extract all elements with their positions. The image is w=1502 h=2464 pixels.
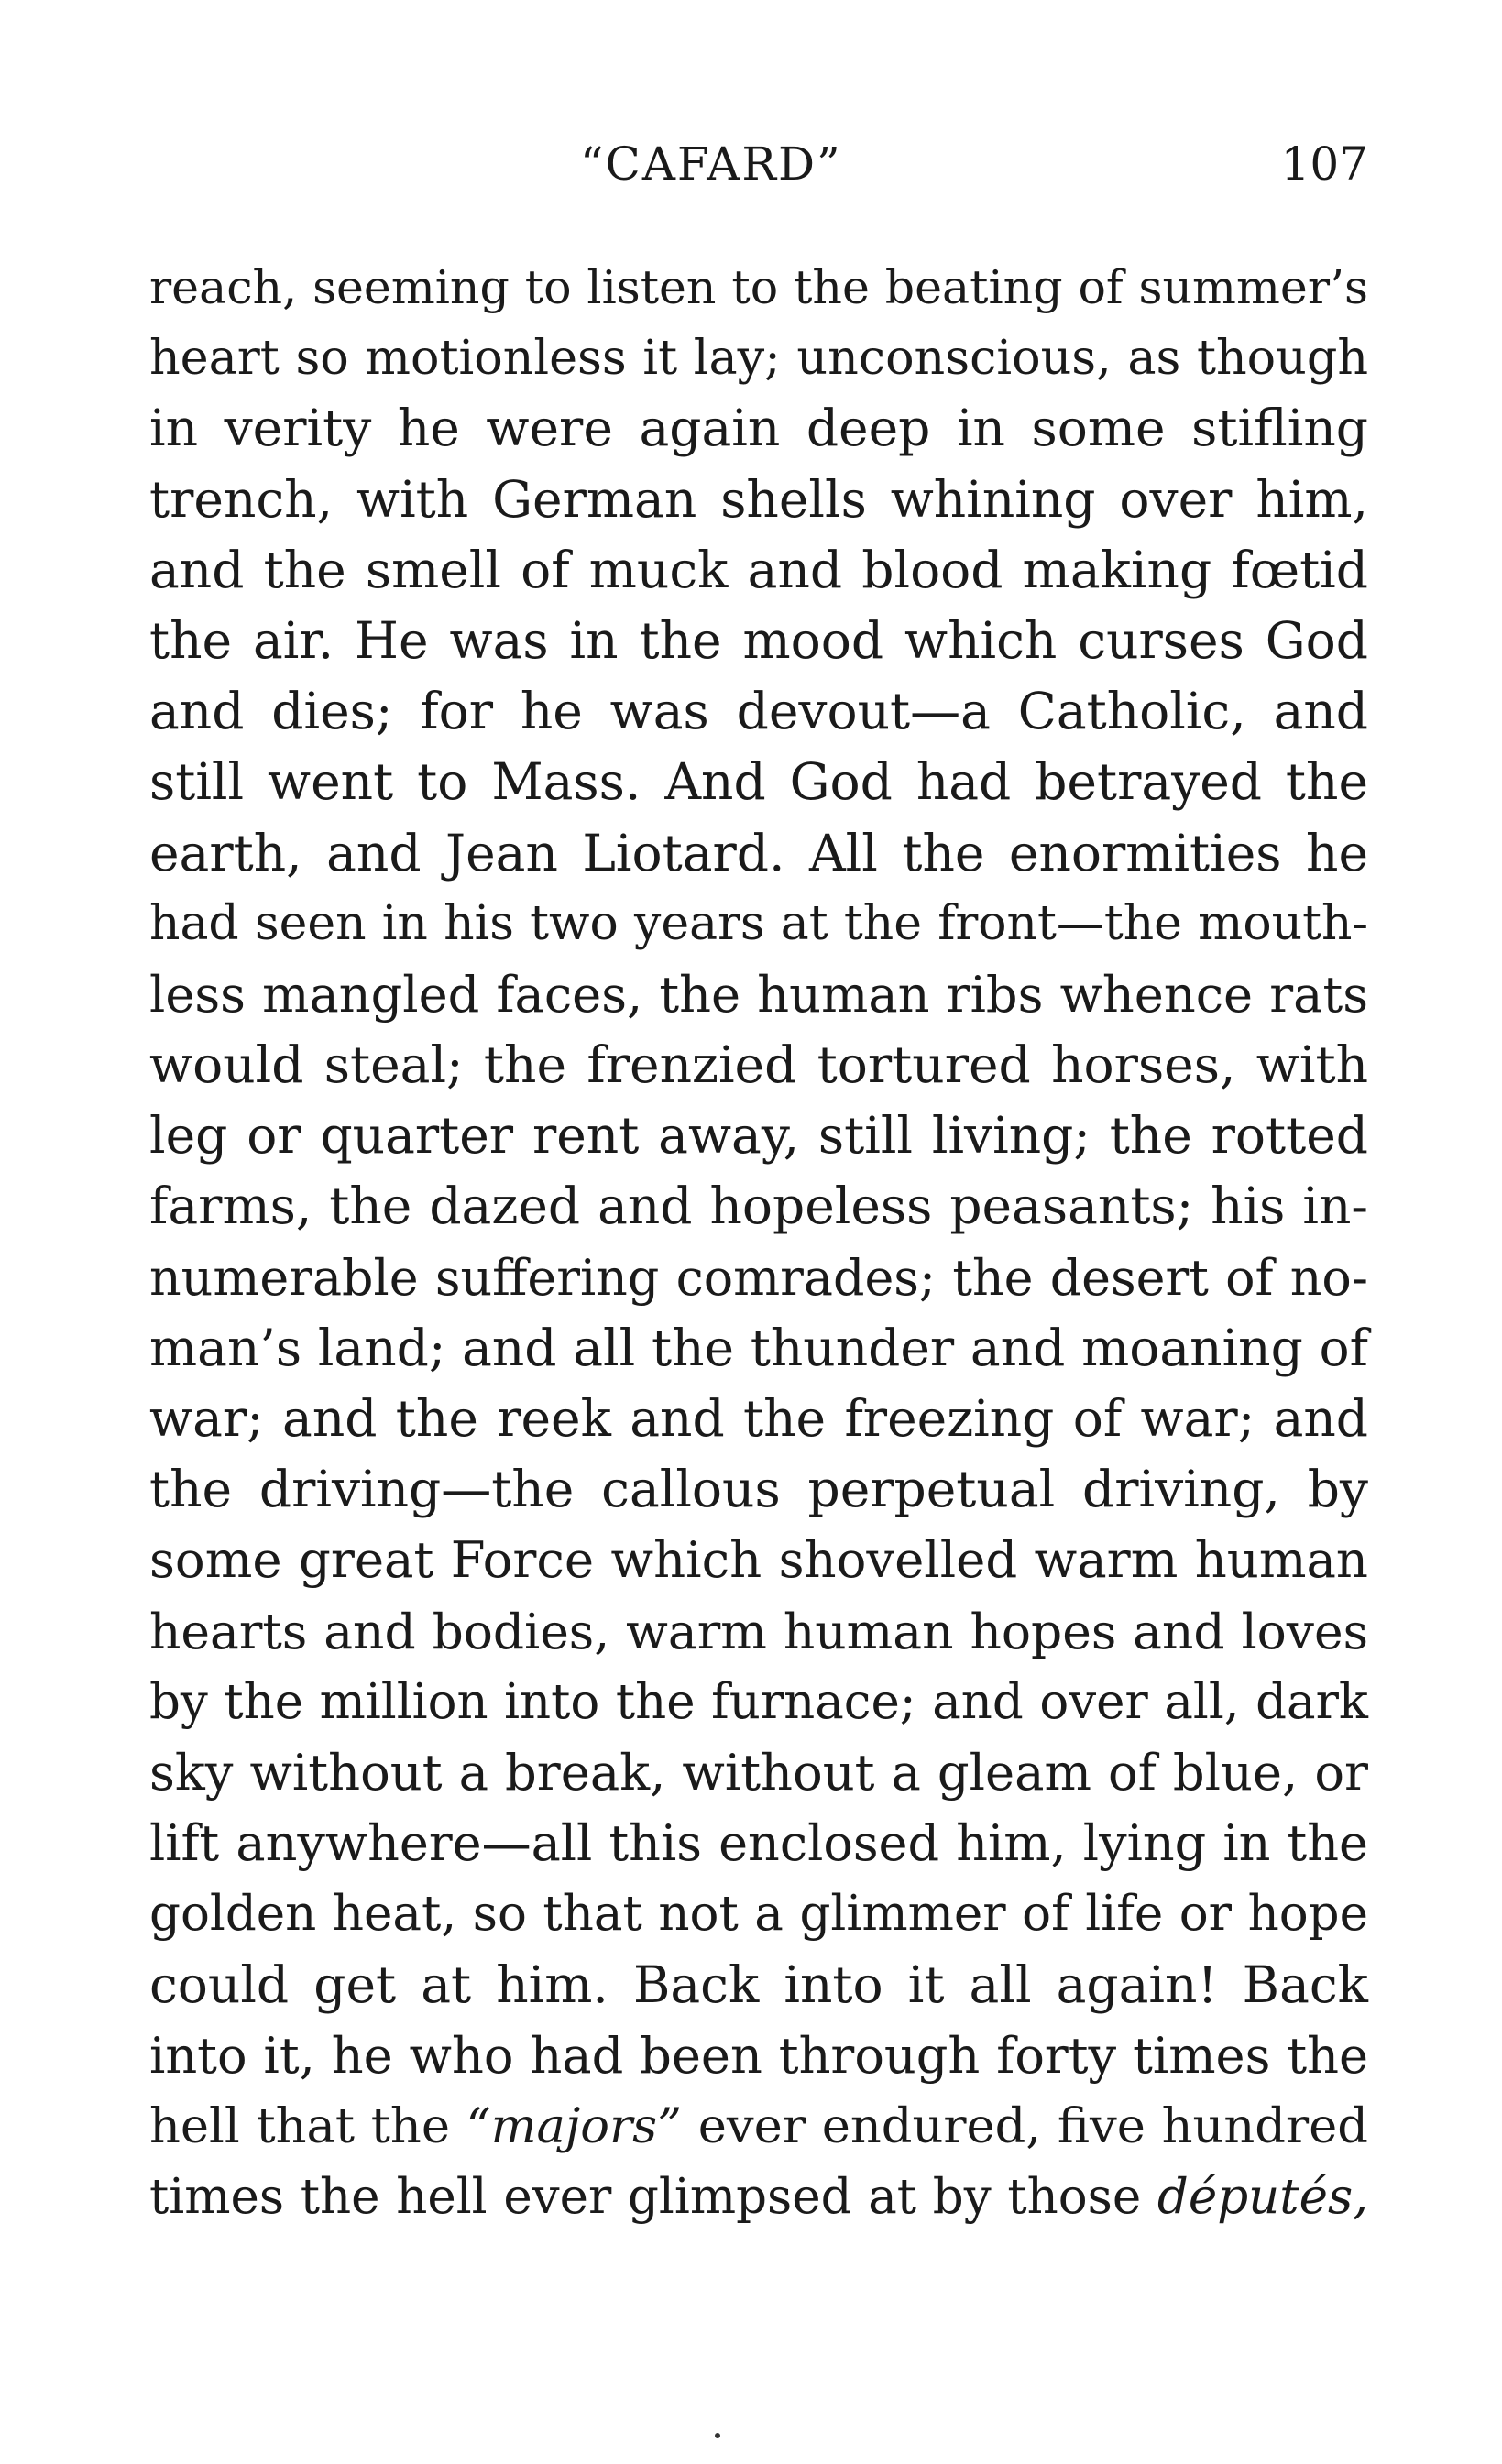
- text-line: had seen in his two years at the front—the mouth-: [149, 895, 1368, 951]
- text-line: war; and the reek and the freezing of war; and: [149, 1389, 1368, 1448]
- text-line: into it, he who had been through forty times the: [149, 2026, 1368, 2085]
- text-line: some great Force which shovelled warm human: [149, 1530, 1368, 1590]
- text-line: less mangled faces, the human ribs whence rats: [149, 965, 1368, 1024]
- text-segment: hell that the: [149, 2097, 466, 2154]
- text-line: lift anywhere—all this enclosed him, lying in the: [149, 1814, 1368, 1873]
- text-line: the air. He was in the mood which curses God: [149, 610, 1368, 670]
- text-line: farms, the dazed and hopeless peasants; his in-: [149, 1177, 1368, 1236]
- text-line: leg or quarter rent away, still living; the rotted: [149, 1106, 1368, 1166]
- page-number: 107: [1280, 137, 1368, 191]
- text-line: golden heat, so that not a glimmer of life or hope: [149, 1885, 1368, 1943]
- page-header: [149, 137, 1368, 211]
- text-line: could get at him. Back into it all again! Back: [149, 1955, 1368, 2014]
- text-line: still went to Mass. And God had betrayed the: [149, 752, 1368, 812]
- text-line: in verity he were again deep in some stifling: [149, 399, 1368, 458]
- page-speck: [715, 2433, 720, 2438]
- text-line: trench, with German shells whining over him,: [149, 469, 1368, 529]
- text-line: hearts and bodies, warm human hopes and loves: [149, 1602, 1368, 1660]
- text-line: man’s land; and all the thunder and moaning of: [149, 1318, 1368, 1377]
- text-line: [149, 2091, 1368, 2162]
- text-line: [149, 2162, 1368, 2232]
- text-line: the driving—the callous perpetual driving, by: [149, 1460, 1368, 1519]
- italic-word: députés,: [1157, 2169, 1368, 2226]
- text-line: numerable suffering comrades; the desert of no-: [149, 1248, 1368, 1307]
- text-line: by the million into the furnace; and over all, dark: [149, 1673, 1368, 1730]
- italic-word: “majors”: [466, 2097, 683, 2154]
- text-line: would steal; the frenzied tortured horses, with: [149, 1035, 1368, 1095]
- text-line: reach, seeming to listen to the beating of summer’s: [149, 260, 1368, 314]
- text-line: and the smell of muck and blood making fœtid: [149, 540, 1368, 599]
- text-line: sky without a break, without a gleam of blue, or: [149, 1743, 1368, 1801]
- text-line: heart so motionless it lay; unconscious, as though: [149, 330, 1368, 387]
- running-title: “CAFARD”: [580, 137, 842, 191]
- body-text: [149, 252, 1368, 2232]
- text-line: earth, and Jean Liotard. All the enormities he: [149, 823, 1368, 882]
- text-segment: times the hell ever glimpsed at by those: [149, 2169, 1157, 2226]
- text-line: and dies; for he was devout—a Catholic, and: [149, 682, 1368, 741]
- text-segment: ever endured, five hundred: [682, 2097, 1368, 2154]
